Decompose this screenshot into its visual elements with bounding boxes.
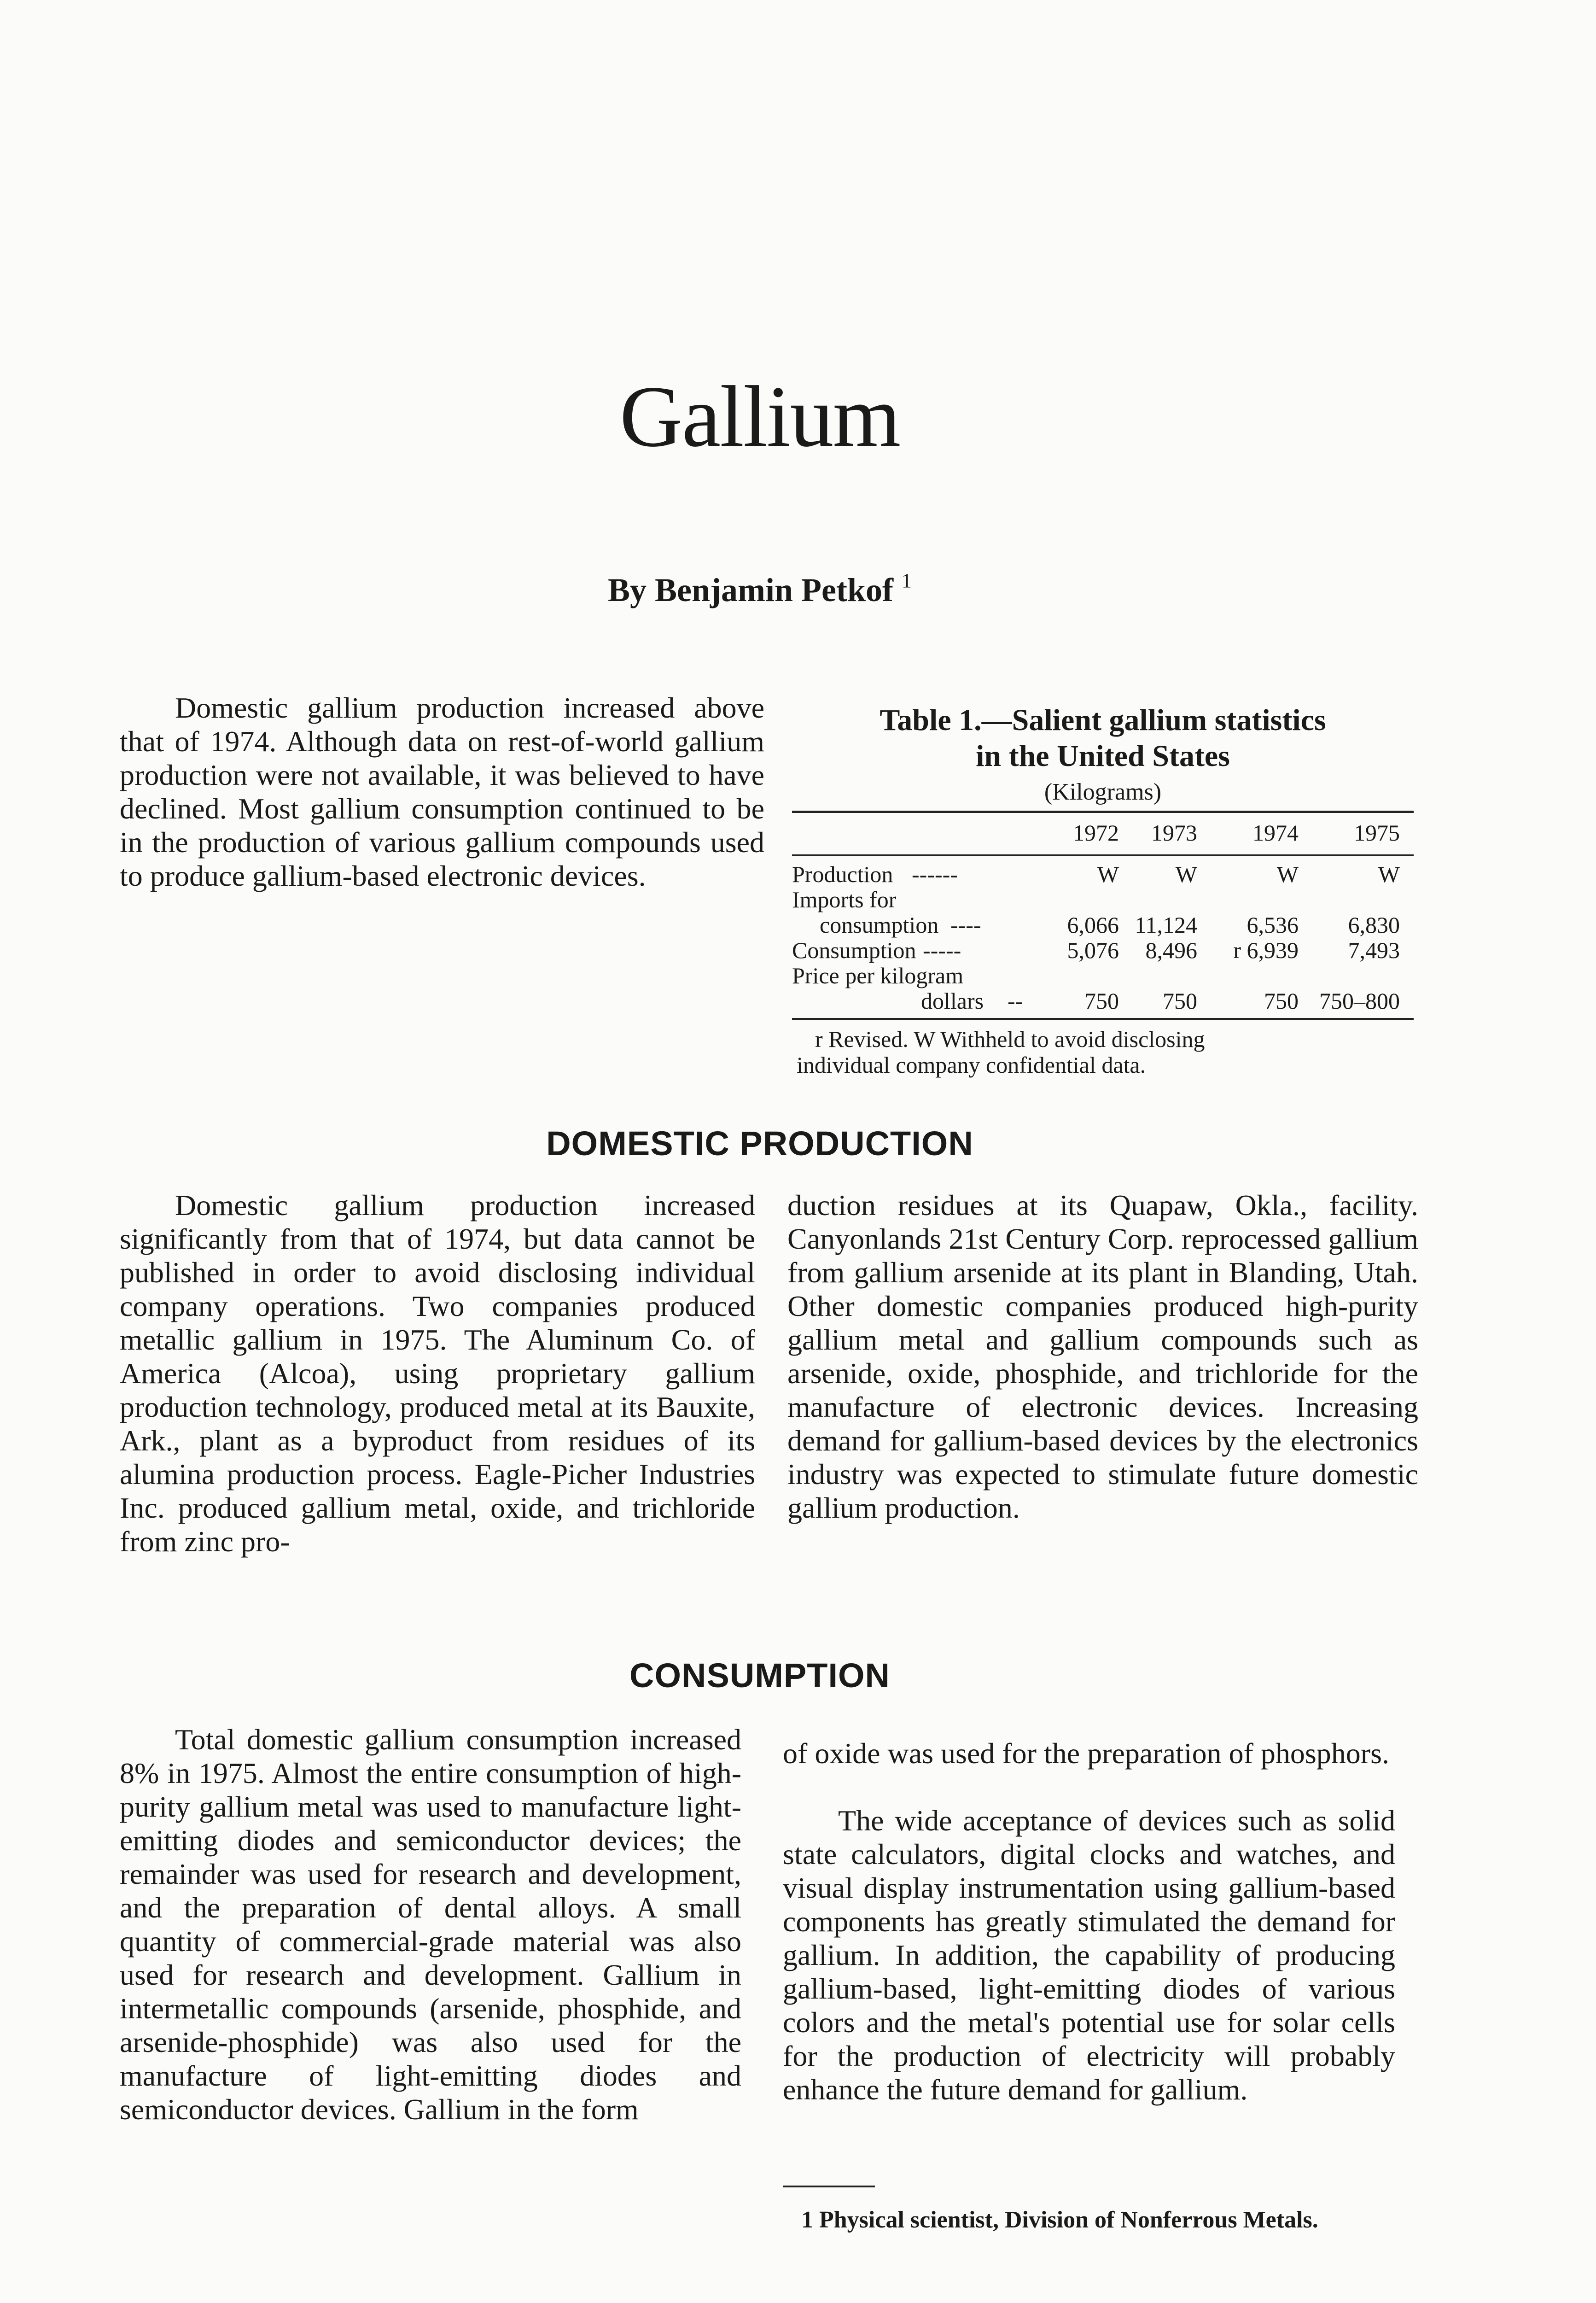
table-header-row	[1045, 820, 1414, 846]
table-cell: 5,076	[1067, 937, 1119, 963]
table-cell: 11,124	[1135, 912, 1197, 938]
table-cell: 6,536	[1247, 912, 1299, 938]
consumption-col1: Total domestic gallium consumption increased 8% in 1975. Almost the entire consumption of high-purity gallium metal was used to manufacture light-emitting diodes and semiconductor devices; the remainder was used for research and development, and the preparation of dental alloys. A small quantity of commercial-grade material was also used for research and development. Gallium in intermetallic compounds (arsenide, phosphide, and arsenide-phosphide) was also used for the manufacture of light-emitting diodes and semiconductor devices. Gallium in the form	[120, 1723, 741, 2126]
table-row-leader: ------	[912, 861, 958, 887]
table-cell: 750	[1163, 988, 1197, 1014]
table-title: Table 1.—Salient gallium statistics in the United States	[880, 703, 1326, 773]
year-header: 1972	[1073, 820, 1119, 846]
table-note: r Revised. W Withheld to avoid disclosing individual company confidential data.	[797, 1026, 1205, 1078]
table-row-leader: -----	[923, 937, 961, 963]
table-row	[792, 937, 1414, 963]
consumption-col2-para1: of oxide was used for the preparation of phosphors.	[783, 1737, 1389, 1770]
table-bottom-rule	[792, 1018, 1414, 1020]
table-row	[792, 912, 1414, 938]
table-row-label: Consumption	[792, 937, 916, 963]
table-cell: 6,066	[1067, 912, 1119, 938]
table-cell: 7,493	[1348, 937, 1400, 963]
year-header: 1975	[1354, 820, 1400, 846]
consumption-col2-para2: The wide acceptance of devices such as solid state calculators, digital clocks and watches, and visual display instrumentation using gallium-based components has greatly stimulated the demand for gallium. In addition, the capability of producing gallium-based, light-emitting diodes of various colors and the metal's potential use for solar cells for the production of electricity will probably enhance the future demand for gallium.	[783, 1804, 1395, 2106]
year-header: 1974	[1252, 820, 1299, 846]
table-row-leader: ----	[950, 912, 981, 938]
table-row	[792, 861, 1414, 887]
footnote-rule	[783, 2186, 875, 2187]
byline	[0, 569, 1520, 609]
article-title: Gallium	[619, 368, 900, 465]
table-header-rule	[792, 854, 1414, 856]
author-footnote-mark: 1	[901, 569, 912, 592]
table-cell: W	[1175, 861, 1197, 887]
table-cell: 750	[1264, 988, 1299, 1014]
table-units: (Kilograms)	[1044, 779, 1162, 805]
table-row-label: Production	[792, 861, 893, 887]
table-row	[792, 887, 1414, 912]
table-cell: 750	[1084, 988, 1119, 1014]
table-cell: r 6,939	[1233, 937, 1299, 963]
table-cell: 750–800	[1319, 988, 1400, 1014]
domestic-production-col1: Domestic gallium production increased significantly from that of 1974, but data cannot be published in order to avoid disclosing individual company operations. Two companies produced metallic gallium in 1975. The Aluminum Co. of America (Alcoa), using proprietary gallium production technology, produced metal at its Bauxite, Ark., plant as a byproduct from residues of its alumina production process. Eagle-Picher Industries Inc. produced gallium metal, oxide, and trichloride from zinc pro-	[120, 1189, 755, 1558]
table-cell: 6,830	[1348, 912, 1400, 938]
table-cell: W	[1378, 861, 1400, 887]
year-header: 1973	[1151, 820, 1197, 846]
table-row	[792, 988, 1414, 1014]
table-cell: 8,496	[1145, 937, 1197, 963]
section-heading-consumption: CONSUMPTION	[629, 1656, 890, 1695]
intro-paragraph: Domestic gallium production increased above that of 1974. Although data on rest-of-world gallium production were not available, it was believed to have declined. Most gallium consumption continued to be in the production of various gallium compounds used to produce gallium-based electronic devices.	[120, 691, 764, 892]
section-heading-domestic-production: DOMESTIC PRODUCTION	[546, 1124, 973, 1163]
table-cell: W	[1097, 861, 1119, 887]
table-row-label: Price per kilogram	[792, 963, 964, 988]
domestic-production-col2: duction residues at its Quapaw, Okla., facility. Canyonlands 21st Century Corp. reprocessed gallium from gallium arsenide at its plant in Blanding, Utah. Other domestic companies produced high-purity gallium metal and gallium compounds such as arsenide, oxide, phosphide, and trichloride for the manufacture of electronic devices. Increasing demand for gallium-based devices by the electronics industry was expected to stimulate future domestic gallium production.	[787, 1189, 1418, 1524]
table-row-label: consumption	[820, 912, 939, 938]
table-row-label: Imports for	[792, 887, 897, 912]
table-top-rule	[792, 811, 1414, 813]
author-name: By Benjamin Petkof	[608, 572, 893, 608]
table-row	[792, 963, 1414, 988]
footnote: 1 Physical scientist, Division of Nonferrous Metals.	[801, 2207, 1318, 2233]
table-row-label: dollars	[921, 988, 984, 1014]
table-row-leader: --	[1008, 988, 1023, 1014]
table-cell: W	[1276, 861, 1299, 887]
